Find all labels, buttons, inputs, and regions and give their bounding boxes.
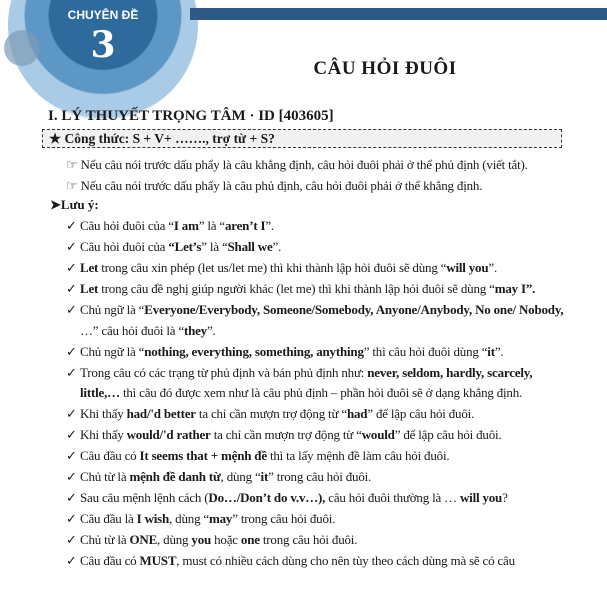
rule-item [66,258,566,279]
rule-text: ” là “ [201,239,228,254]
rule-item [66,342,566,363]
check-icon: ✓ [66,302,77,317]
rule-text: Câu đầu có [80,553,140,568]
rule-item [66,425,566,446]
rule-text: Câu hỏi đuôi của “ [80,218,174,233]
check-icon: ✓ [66,260,77,275]
rule-text: ” để lập câu hỏi đuôi. [394,427,502,442]
rule-text: ” trong câu hỏi đuôi. [268,469,372,484]
rule-text: will you [446,260,489,275]
page-title: CÂU HỎI ĐUÔI [313,58,457,79]
rule-text: MUST [139,553,177,568]
check-icon: ✓ [66,364,77,380]
rule-text: mệnh đề danh từ [129,469,221,484]
rule-text: Do…/Don’t do v.v…), [208,490,326,505]
rule-text: ”. [494,343,504,359]
rule-text: nothing, everything, something, anything [144,343,364,359]
rule-item [66,363,566,404]
rule-text: one [240,532,260,547]
pointing-hand-icon: ☞ [66,157,81,172]
rule-text: you [191,532,212,547]
rule-text: had [346,406,368,421]
rule-text: will you [459,490,503,505]
rule-text: ”. [265,218,274,233]
rule-text: ” là “ [198,218,225,233]
note-item: ☞ Nếu câu nói trước dấu phẩy là câu phủ định, câu hỏi đuôi phải ở thể khẳng định. [66,178,483,193]
rule-text: thì câu đó được xem như là câu phủ định – phần hỏi đuôi sẽ ở dạng khẳng định. [119,385,523,400]
rule-text: Chủ từ là [80,532,130,547]
rule-text: ”. [272,239,282,254]
rule-text: Chủ ngữ là “ [80,302,145,317]
check-icon: ✓ [66,448,77,463]
check-icon: ✓ [66,239,77,254]
rule-text: trong câu đề nghị giúp người khác (let me) thì khi thành lập hỏi đuôi sẽ dùng “ [98,281,495,296]
rule-text: Câu hỏi đuôi của [80,239,169,254]
rule-text: Khi thấy [80,406,127,421]
rule-text: ONE [129,532,158,547]
rule-text: Let [80,260,99,275]
rule-text: Trong câu có các trạng từ phủ định và bán phủ định như: [80,364,368,380]
chapter-number: 3 [90,24,116,66]
rule-text: it [487,343,495,359]
rule-text: it [260,469,269,484]
rule-text: ta chỉ cần mượn trợ động từ “ [195,406,347,421]
rule-text: , dùng “ [220,469,261,484]
check-icon: ✓ [66,469,77,484]
rule-text: Let [80,281,99,296]
rule-text: Shall we [227,239,273,254]
formula-box: ★ Công thức: S + V+ ……., trợ từ + S? [42,129,562,148]
rule-text: Everyone/Everybody, Someone/Somebody, Anyone/Anybody, No one/ Nobody, [144,302,564,317]
rule-text: ” thì câu hỏi đuôi dùng “ [363,343,488,359]
rule-text: …” câu hỏi đuôi là “ [80,322,184,338]
rule-text: Chủ từ là [80,469,130,484]
rule-text: ” để lập câu hỏi đuôi. [367,406,475,421]
rule-text: , dùng “ [169,511,209,526]
rule-text: trong câu hỏi đuôi. [259,532,358,547]
rule-text: Câu đầu là [80,511,137,526]
rule-text: aren’t I [224,218,266,233]
rule-text: , dùng [157,532,192,547]
pointing-hand-icon: ☞ [66,178,81,193]
rule-text: ta chỉ cần mượn trợ động từ “ [210,427,362,442]
rule-text: may I”. [494,281,536,296]
rules-list [66,216,566,572]
rule-text: I am [173,218,199,233]
rule-text: Câu đầu có [80,448,140,463]
check-icon: ✓ [66,406,77,421]
rule-item [66,509,566,530]
check-icon: ✓ [66,511,77,526]
rule-item [66,530,566,551]
rule-item [66,404,566,425]
rule-text: never, seldom, hardly, scarcely, little,… [80,364,533,400]
rule-text: would [361,427,395,442]
section-heading: I. LÝ THUYẾT TRỌNG TÂM · ID [403605] [48,108,334,124]
rule-text: ”. [206,322,216,338]
rule-text: thì ta lấy mệnh đề làm câu hỏi đuôi. [266,448,450,463]
check-icon: ✓ [66,490,77,505]
arrow-icon: ➤ [50,197,61,212]
check-icon: ✓ [66,427,77,442]
rule-item [66,488,566,509]
rule-text: would/'d rather [126,427,211,442]
rule-text: had/'d better [126,406,196,421]
rule-text: “Let’s [168,239,202,254]
check-icon: ✓ [66,281,77,296]
rule-item [66,446,566,467]
check-icon: ✓ [66,218,77,233]
rule-text: I wish [136,511,170,526]
rule-item [66,467,566,488]
notes-list [66,154,528,196]
rule-text: ” trong câu hỏi đuôi. [232,511,336,526]
header-bar [190,8,607,20]
note-item: ☞ Nếu câu nói trước dấu phẩy là câu khẳng định, câu hỏi đuôi phải ở thể phủ định (viết tắt). [66,157,528,172]
rule-text: It seems that + mệnh đề [139,448,267,463]
rule-text: may [208,511,233,526]
rule-text: ? [502,490,508,505]
rule-text: Chủ ngữ là “ [80,343,145,359]
rule-text: câu hỏi đuôi thường là … [325,490,460,505]
rule-text: ”. [488,260,497,275]
note-heading: ➤Lưu ý: [50,197,99,212]
rule-item [66,300,566,341]
rule-text: Sau câu mệnh lệnh cách ( [80,490,209,505]
rule-item [66,551,566,572]
check-icon: ✓ [66,553,77,568]
rule-text: Khi thấy [80,427,127,442]
check-icon: ✓ [66,532,77,547]
check-icon: ✓ [66,343,77,359]
rule-text: , must có nhiều cách dùng cho nên tùy theo cách dùng mà sẽ có câu [176,553,515,568]
rule-text: they [183,322,207,338]
rule-text: trong câu xin phép (let us/let me) thì khi thành lập hỏi đuôi sẽ dùng “ [98,260,447,275]
rule-item [66,279,566,300]
rule-text: hoặc [211,532,241,547]
rule-item [66,216,566,237]
chapter-label: CHUYÊN ĐỀ [67,8,139,22]
rule-item [66,237,566,258]
